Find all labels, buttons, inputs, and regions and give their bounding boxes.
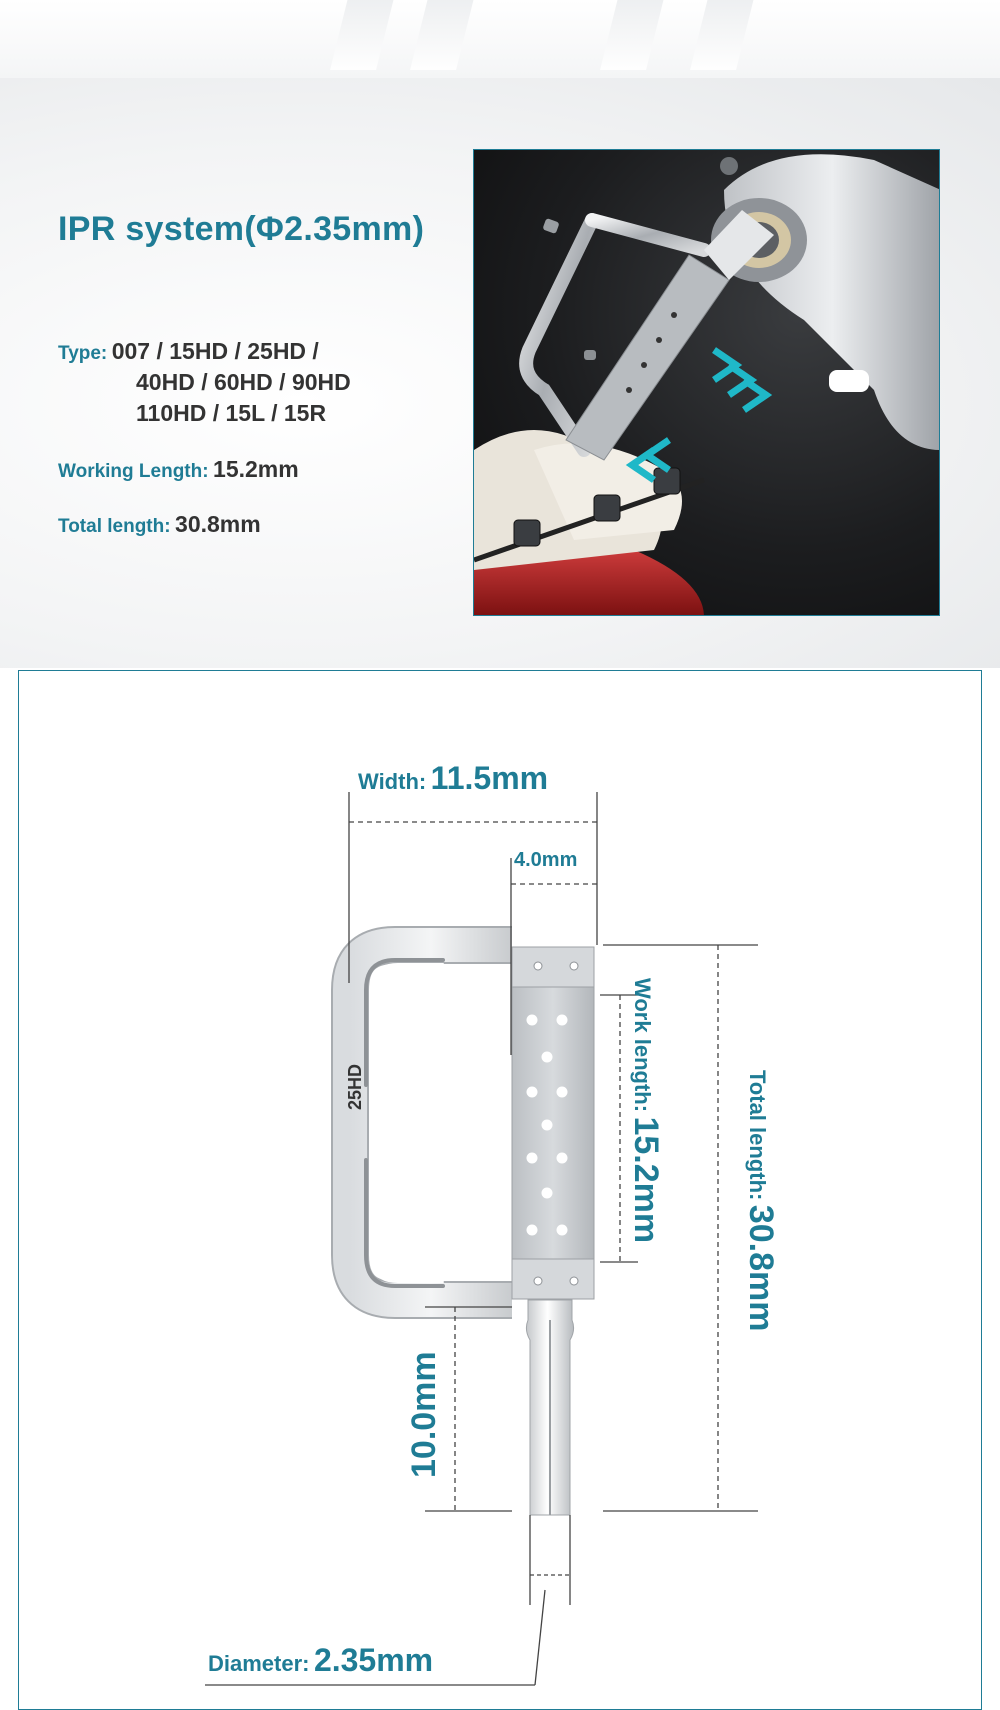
diameter-label: Diameter:: [208, 1651, 310, 1676]
diagram-total-length-label: Total length:: [745, 1070, 770, 1201]
working-length-label: Working Length:: [58, 461, 209, 482]
spec-total-length: [58, 511, 261, 538]
banner-decor: [410, 0, 476, 70]
spec-type: [58, 338, 319, 365]
diameter-dimension: [208, 1642, 433, 1679]
total-length-value: 30.8mm: [175, 511, 261, 537]
strip-width-value: 4.0mm: [514, 849, 578, 871]
type-value-line1: 007 / 15HD / 25HD /: [111, 338, 319, 364]
strip-width-dimension: [514, 849, 577, 872]
page-title: IPR system(Φ2.35mm): [58, 210, 425, 248]
product-photo-illustration: [474, 150, 940, 616]
diameter-value: 2.35mm: [313, 1642, 434, 1678]
spec-working-length: [58, 456, 299, 483]
width-label: Width:: [358, 769, 427, 794]
total-length-dimension: [741, 1070, 780, 1331]
type-label: Type:: [58, 343, 108, 364]
type-value-line3: 110HD / 15L / 15R: [136, 400, 327, 426]
shank-length-value: 10.0mm: [405, 1351, 443, 1478]
frame-marking: 25HD: [345, 1063, 365, 1110]
dimension-diagram-panel: [18, 670, 982, 1710]
working-length-value: 15.2mm: [213, 456, 299, 482]
total-length-label: Total length:: [58, 516, 171, 537]
work-length-dimension: [626, 978, 665, 1243]
work-length-value: 15.2mm: [627, 1116, 665, 1244]
work-length-label: Work length:: [630, 978, 655, 1113]
top-banner: [0, 0, 1000, 78]
diagram-total-length-value: 30.8mm: [742, 1204, 780, 1332]
width-dimension: [358, 760, 548, 797]
product-photo: [473, 149, 940, 616]
banner-decor: [690, 0, 756, 70]
banner-decor: [330, 0, 396, 70]
banner-decor: [600, 0, 666, 70]
type-value-line2: 40HD / 60HD / 90HD: [136, 369, 351, 395]
width-value: 11.5mm: [430, 760, 549, 796]
